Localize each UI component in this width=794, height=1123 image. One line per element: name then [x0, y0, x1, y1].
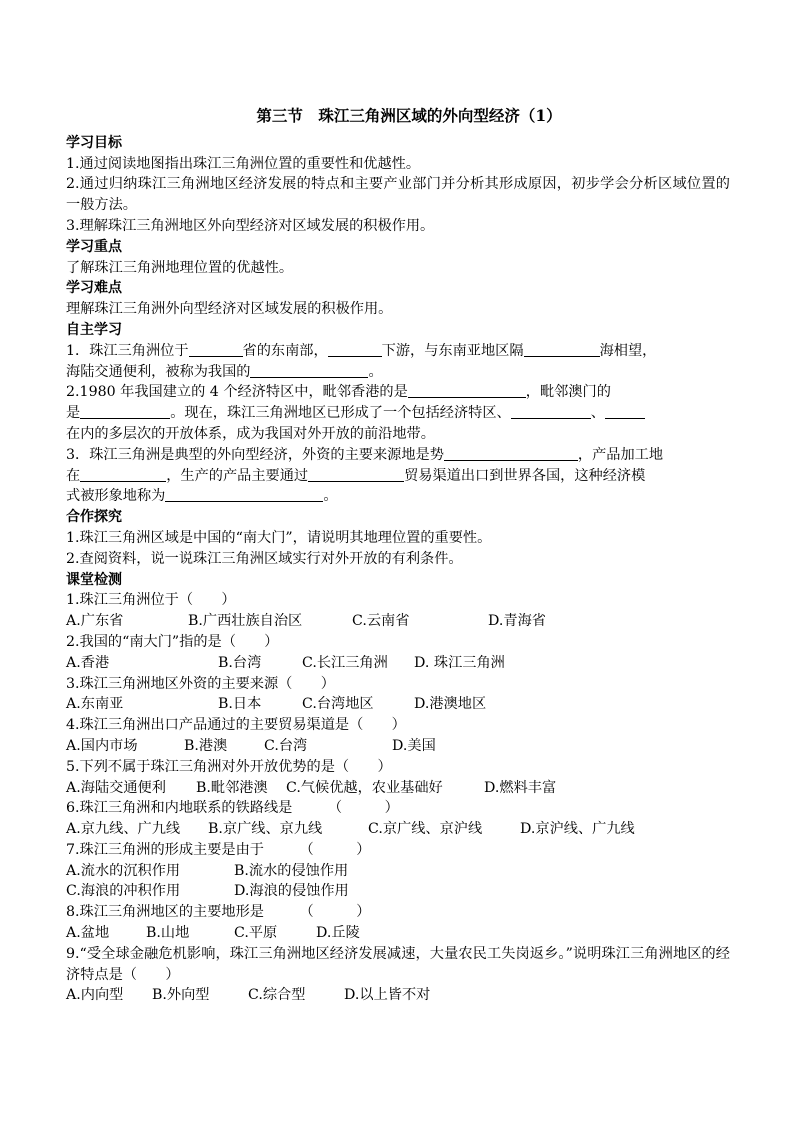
coop-item: 2.查阅资料，说一说珠江三角洲区域实行对外开放的有利条件。	[66, 550, 463, 567]
self-study-q1-line2: 海陆交通便利，被称为我国的 。	[66, 363, 383, 380]
test-options	[66, 923, 730, 944]
fill-blank[interactable]	[328, 342, 382, 357]
option[interactable]: D.美国	[392, 737, 436, 754]
option[interactable]: A.流水的沉积作用	[66, 862, 181, 879]
option[interactable]: C.京广线、京沪线	[368, 821, 483, 838]
self-study-q2: 2.1980 年我国建立的 4 个经济特区中，毗邻香港的是 ，毗邻澳门的	[66, 384, 611, 401]
coop-heading: 合作探究	[66, 509, 122, 526]
test-question: 9.“受全球金融危机影响，珠江三角洲地区经济发展减速，大量农民工失岗返乡。”说明珠江三角洲地区的经济特点是（ ）	[66, 945, 730, 983]
option[interactable]: C.平原	[234, 925, 278, 942]
option[interactable]: B.港澳	[184, 737, 228, 754]
test-question: 3.珠江三角洲地区外资的主要来源（ ）	[66, 675, 335, 692]
self-study-q1: 1．珠江三角洲位于 省的东南部， 下游，与东南亚地区隔 海相望，	[66, 342, 657, 359]
difficulty-text: 理解珠江三角洲外向型经济对区域发展的积极作用。	[66, 301, 393, 318]
fill-blank[interactable]	[189, 342, 243, 357]
option[interactable]: D.燃料丰富	[484, 779, 557, 796]
option[interactable]: B.毗邻港澳	[196, 779, 268, 796]
option[interactable]: B.山地	[146, 925, 190, 942]
option[interactable]: D.港澳地区	[414, 696, 487, 713]
self-study-heading: 自主学习	[66, 321, 122, 338]
test-question: 1.珠江三角洲位于（ ）	[66, 592, 236, 609]
option[interactable]: D.海浪的侵蚀作用	[234, 883, 349, 900]
test-options	[66, 819, 730, 840]
option[interactable]: A.香港	[66, 654, 110, 671]
test-question: 6.珠江三角洲和内地联系的铁路线是 （ ）	[66, 800, 399, 817]
test-options	[66, 985, 730, 1006]
test-question: 4.珠江三角洲出口产品通过的主要贸易渠道是（ ）	[66, 717, 406, 734]
option[interactable]: B.台湾	[218, 654, 262, 671]
fill-blank[interactable]	[250, 363, 368, 378]
fill-blank[interactable]	[80, 467, 166, 482]
difficulty-heading: 学习难点	[66, 280, 122, 297]
test-options	[66, 881, 730, 902]
self-study-q3-line3: 式被形象地称为 。	[66, 488, 338, 505]
option[interactable]: A.内向型	[66, 987, 124, 1004]
test-question: 5.下列不属于珠江三角洲对外开放优势的是（ ）	[66, 758, 392, 775]
option[interactable]: A.京九线、广九线	[66, 821, 181, 838]
option[interactable]: D.青海省	[488, 613, 546, 630]
goal-item: 2.通过归纳珠江三角洲地区经济发展的特点和主要产业部门并分析其形成原因，初步学会分析区域位置的一般方法。	[66, 176, 730, 214]
key-point-heading: 学习重点	[66, 238, 122, 255]
fill-blank[interactable]	[524, 342, 600, 357]
option[interactable]: C.台湾	[264, 737, 308, 754]
test-options	[66, 611, 730, 632]
goal-item: 1.通过阅读地图指出珠江三角洲位置的重要性和优越性。	[66, 155, 421, 172]
option[interactable]: B.京广线、京九线	[208, 821, 323, 838]
self-study-q2-line3: 在内的多层次的开放体系，成为我国对外开放的前沿地带。	[66, 425, 435, 442]
option[interactable]: C.海浪的冲积作用	[66, 883, 181, 900]
fill-blank[interactable]	[308, 467, 404, 482]
option[interactable]: B.外向型	[152, 987, 210, 1004]
option[interactable]: D.京沪线、广九线	[520, 821, 635, 838]
option[interactable]: A.海陆交通便利	[66, 779, 166, 796]
option[interactable]: C.长江三角洲	[302, 654, 388, 671]
fill-blank[interactable]	[511, 404, 591, 419]
coop-item: 1.珠江三角洲区域是中国的“南大门”，请说明其地理位置的重要性。	[66, 529, 492, 546]
option[interactable]: D.丘陵	[316, 925, 360, 942]
option[interactable]: B.日本	[218, 696, 262, 713]
option[interactable]: B.流水的侵蚀作用	[234, 862, 349, 879]
option[interactable]: C.气候优越，农业基础好	[286, 779, 443, 796]
worksheet-page	[66, 100, 730, 1006]
option[interactable]: C.综合型	[248, 987, 306, 1004]
option[interactable]: D. 珠江三角洲	[414, 654, 505, 671]
goal-item: 3.理解珠江三角洲地区外向型经济对区域发展的积极作用。	[66, 217, 435, 234]
test-question: 8.珠江三角洲地区的主要地形是 （ ）	[66, 904, 371, 921]
test-options	[66, 778, 730, 799]
option[interactable]: D.以上皆不对	[344, 987, 431, 1004]
test-options	[66, 694, 730, 715]
option[interactable]: A.盆地	[66, 925, 110, 942]
fill-blank[interactable]	[165, 487, 323, 502]
fill-blank[interactable]	[408, 383, 526, 398]
goals-heading: 学习目标	[66, 134, 122, 151]
test-options	[66, 861, 730, 882]
test-heading: 课堂检测	[66, 571, 122, 588]
option[interactable]: A.广东省	[66, 613, 124, 630]
key-point-text: 了解珠江三角洲地理位置的优越性。	[66, 259, 294, 276]
option[interactable]: B.广西壮族自治区	[188, 613, 303, 630]
page-title: 第三节 珠江三角洲区域的外向型经济（1）	[256, 106, 562, 125]
self-study-q3-line2: 在 ，生产的产品主要通过 贸易渠道出口到世界各国，这种经济模	[66, 467, 646, 484]
test-question: 7.珠江三角洲的形成主要是由于 （ ）	[66, 841, 371, 858]
fill-blank[interactable]	[444, 446, 578, 461]
option[interactable]: A.国内市场	[66, 737, 138, 754]
test-options	[66, 653, 730, 674]
self-study-q2-line2: 是 。现在，珠江三角洲地区已形成了一个包括经济特区、 、	[66, 403, 730, 424]
option[interactable]: C.云南省	[352, 613, 410, 630]
test-options	[66, 736, 730, 757]
fill-blank[interactable]	[80, 404, 170, 419]
option[interactable]: C.台湾地区	[302, 696, 374, 713]
fill-blank[interactable]	[605, 404, 645, 419]
option[interactable]: A.东南亚	[66, 696, 124, 713]
test-question: 2.我国的“南大门”指的是（ ）	[66, 633, 279, 650]
self-study-q3: 3．珠江三角洲是典型的外向型经济，外资的主要来源地是势 ，产品加工地	[66, 446, 664, 463]
